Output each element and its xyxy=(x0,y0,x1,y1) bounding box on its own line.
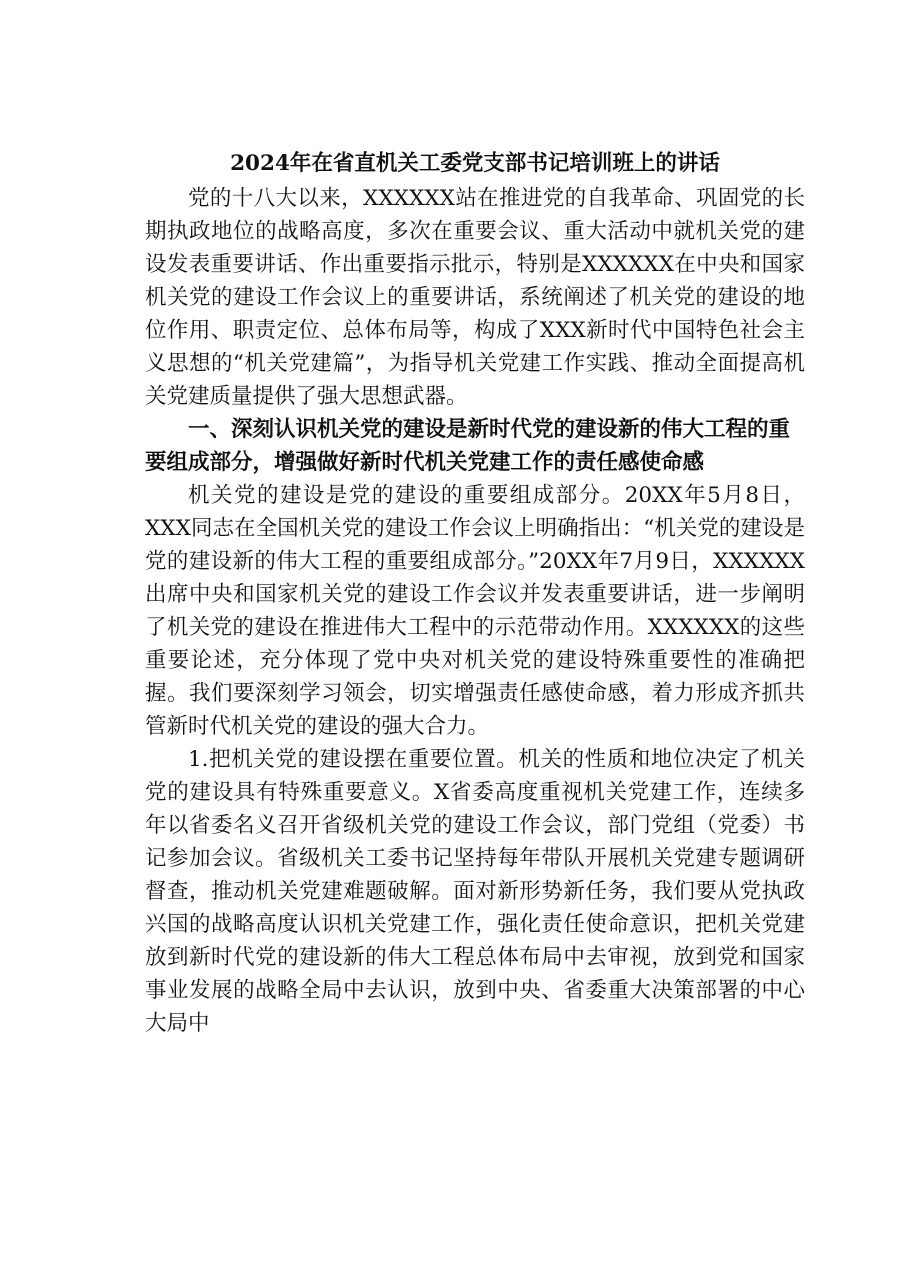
section1-paragraph-1: 机关党的建设是党的建设的重要组成部分。20XX年5月8日，XXX同志在全国机关党的建设工作会议上明确指出：“机关党的建设是党的建设新的伟大工程的重要组成部分。”20XX年7月9日，XXXXXX出席中央和国家机关党的建设工作会议并发表重要讲话，进一步阐明了机关党的建设在推进伟大工程中的示范带动作用。XXXXXX的这些重要论述，充分体现了党中央对机关党的建设特殊重要性的准确把握。我们要深刻学习领会，切实增强责任感使命感，着力形成齐抓共管新时代机关党的建设的强大合力。 xyxy=(145,483,805,739)
section-heading-1: 一、深刻认识机关党的建设是新时代党的建设新的伟大工程的重要组成部分，增强做好新时代机关党建工作的责任感使命感 xyxy=(145,417,791,475)
document-title: 2024年在省直机关工委党支部书记培训班上的讲话 xyxy=(230,151,720,176)
document-page xyxy=(145,148,805,1040)
intro-paragraph: 党的十八大以来，XXXXXX站在推进党的自我革命、巩固党的长期执政地位的战略高度，多次在重要会议、重大活动中就机关党的建设发表重要讲话、作出重要指示批示，特别是XXXXXX在中央和国家机关党的建设工作会议上的重要讲话，系统阐述了机关党的建设的地位作用、职责定位、总体布局等，构成了XXX新时代中国特色社会主义思想的“机关党建篇”，为指导机关党建工作实践、推动全面提高机关党建质量提供了强大思想武器。 xyxy=(145,186,805,409)
section1-paragraph-2: 1.把机关党的建设摆在重要位置。机关的性质和地位决定了机关党的建设具有特殊重要意义。X省委高度重视机关党建工作，连续多年以省委名义召开省级机关党的建设工作会议，部门党组（党委）书记参加会议。省级机关工委书记坚持每年带队开展机关党建专题调研督查，推动机关党建难题破解。面对新形势新任务，我们要从党执政兴国的战略高度认识机关党建工作，强化责任使命意识，把机关党建放到新时代党的建设新的伟大工程总体布局中去审视，放到党和国家事业发展的战略全局中去认识，放到中央、省委重大决策部署的中心大局中 xyxy=(145,747,805,1036)
